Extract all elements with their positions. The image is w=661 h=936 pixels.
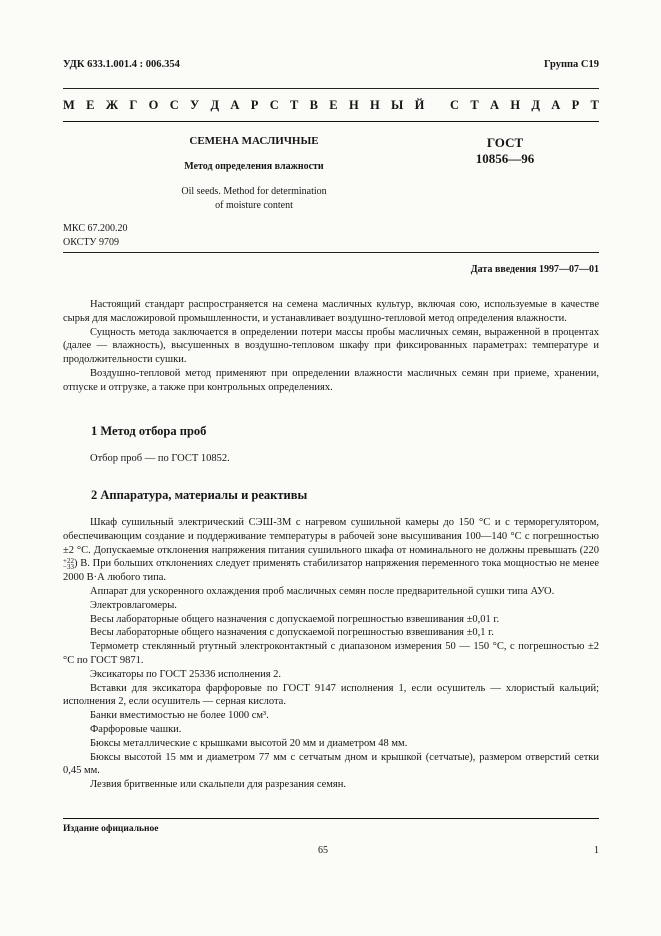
section1-paragraph: Отбор проб — по ГОСТ 10852.: [90, 453, 230, 464]
heading-letter: О: [148, 98, 159, 112]
title-rule: [63, 121, 599, 122]
heading-letter: Й: [414, 98, 425, 112]
mks-code: МКС 67.200.20: [63, 223, 128, 234]
english-title-line1: Oil seeds. Method for determination: [181, 186, 327, 197]
heading-letter: У: [190, 98, 200, 112]
section2-heading: 2 Аппаратура, материалы и реактивы: [91, 488, 308, 502]
english-title-line2: of moisture content: [215, 199, 293, 211]
top-rule: [63, 88, 599, 89]
section2-text: [63, 516, 599, 792]
document-subtitle: Метод определения влажности: [184, 161, 324, 172]
section1-heading: 1 Метод отбора проб: [91, 424, 207, 438]
equipment-item: Вставки для эксикатора фарфоровые по ГОСТ 9147 исполнения 1, если осушитель — хлористый кальций; исполнения 2, если осушитель — серная кислота.: [63, 682, 599, 708]
heading-letter: С: [169, 98, 179, 112]
voltage-tolerance-lower: −33: [63, 562, 74, 571]
official-edition-label: Издание официальное: [63, 824, 159, 834]
standard-type-heading: [63, 98, 599, 113]
section1-text: [63, 452, 599, 466]
equipment-item: Бюксы высотой 15 мм и диаметром 77 мм с сетчатым дном и крышкой (сетчатые), размером отверстий сетки 0,45 мм.: [63, 751, 599, 777]
gost-number: [450, 135, 560, 167]
p1-text-after: ) В. При больших отклонениях следует применять стабилизатор напряжения переменного тока мощностью не менее 2000 В·А любого типа.: [63, 558, 599, 584]
date-of-introduction: Дата введения 1997—07—01: [470, 264, 599, 275]
heading-letter: М: [63, 98, 75, 112]
section2-paragraph-1: [63, 516, 599, 585]
heading-letter: Н: [369, 98, 380, 112]
codes-rule: [63, 252, 599, 253]
udk-code: УДК 633.1.001.4 : 006.354: [63, 59, 180, 70]
equipment-item: Лезвия бритвенные или скальпели для разрезания семян.: [90, 779, 347, 791]
heading-letter: В: [309, 98, 318, 112]
intro-paragraph: Воздушно-тепловой метод применяют при определении влажности масличных семян при приеме, хранении, отпуске и отгрузке, а также при контрольных определениях.: [63, 367, 599, 393]
equipment-item: Весы лабораторные общего назначения с допускаемой погрешностью взвешивания ±0,1 г.: [90, 627, 494, 639]
heading-letter: Ы: [391, 98, 404, 112]
heading-letter: Р: [571, 98, 580, 112]
english-title: [150, 185, 358, 212]
equipment-item: Электровлагомеры.: [90, 599, 177, 611]
heading-letter: Н: [510, 98, 521, 112]
footer-rule: [63, 818, 599, 819]
gost-code: 10856—96: [475, 151, 535, 166]
equipment-item: Аппарат для ускоренного охлаждения проб масличных семян после предварительной сушки типа АУО.: [90, 585, 555, 597]
equipment-item: Весы лабораторные общего назначения с допускаемой погрешностью взвешивания ±0,01 г.: [90, 613, 500, 625]
heading-letter: [436, 98, 439, 113]
equipment-item: Термометр стеклянный ртутный электроконтактный с диапазоном измерения 50 — 150 °С, с погрешностью ±2 °С по ГОСТ 9871.: [63, 641, 599, 666]
heading-letter: Т: [590, 98, 599, 112]
equipment-item: Эксикаторы по ГОСТ 25336 исполнения 2.: [90, 668, 282, 680]
heading-letter: Г: [129, 98, 138, 112]
heading-letter: Е: [329, 98, 338, 112]
intro-paragraph: Настоящий стандарт распространяется на семена масличных культур, включая сою, используемые в качестве сырья для масложировой промышленности, и устанавливает воздушно-тепловой метод определения влажности.: [63, 299, 599, 324]
heading-letter: С: [269, 98, 279, 112]
heading-letter: А: [551, 98, 561, 112]
heading-letter: Ж: [105, 98, 119, 112]
equipment-item: Фарфоровые чашки.: [90, 723, 182, 735]
okstu-code: ОКСТУ 9709: [63, 237, 120, 248]
heading-letter: А: [490, 98, 500, 112]
equipment-item: Бюксы металлические с крышками высотой 20 мм и диаметром 48 мм.: [90, 737, 408, 749]
voltage-tolerance-upper: +22: [63, 556, 74, 565]
equipment-item: Банки вместимостью не более 1000 см³.: [90, 710, 269, 722]
intro-text: [63, 298, 599, 395]
classification-codes: [63, 222, 127, 250]
page-number: 65: [318, 845, 328, 856]
heading-letter: Н: [348, 98, 359, 112]
heading-letter: С: [450, 98, 460, 112]
heading-letter: Т: [290, 98, 299, 112]
sheet-number: 1: [594, 845, 599, 856]
heading-letter: Т: [470, 98, 479, 112]
intro-paragraph: Сущность метода заключается в определении потери массы пробы масличных семян, выраженной в процентах (далее — влажность), высушенных в воздушно-тепловом шкафу при фиксированных параметрах: температуре и продолжительности сушки.: [63, 326, 599, 366]
heading-letter: Е: [86, 98, 95, 112]
voltage-tolerance: [63, 558, 74, 570]
heading-letter: Р: [250, 98, 259, 112]
heading-letter: Д: [531, 98, 540, 112]
p1-text-before: Шкаф сушильный электрический СЭШ-3М с нагревом сушильной камеры до 150 °С и с терморегулятором, обеспечивающим создание и поддерживание температуры в рабочей зоне высушивания 100—140 °С с погрешностью ±2 °С. Допускаемые отклонения напряжения питания сушильного шкафа от номинального не должны превышать (220: [63, 517, 599, 556]
heading-letter: А: [230, 98, 240, 112]
document-title: СЕМЕНА МАСЛИЧНЫЕ: [189, 135, 319, 147]
heading-letter: Д: [210, 98, 220, 112]
group-code: Группа С19: [543, 59, 599, 70]
gost-label: ГОСТ: [486, 135, 524, 150]
